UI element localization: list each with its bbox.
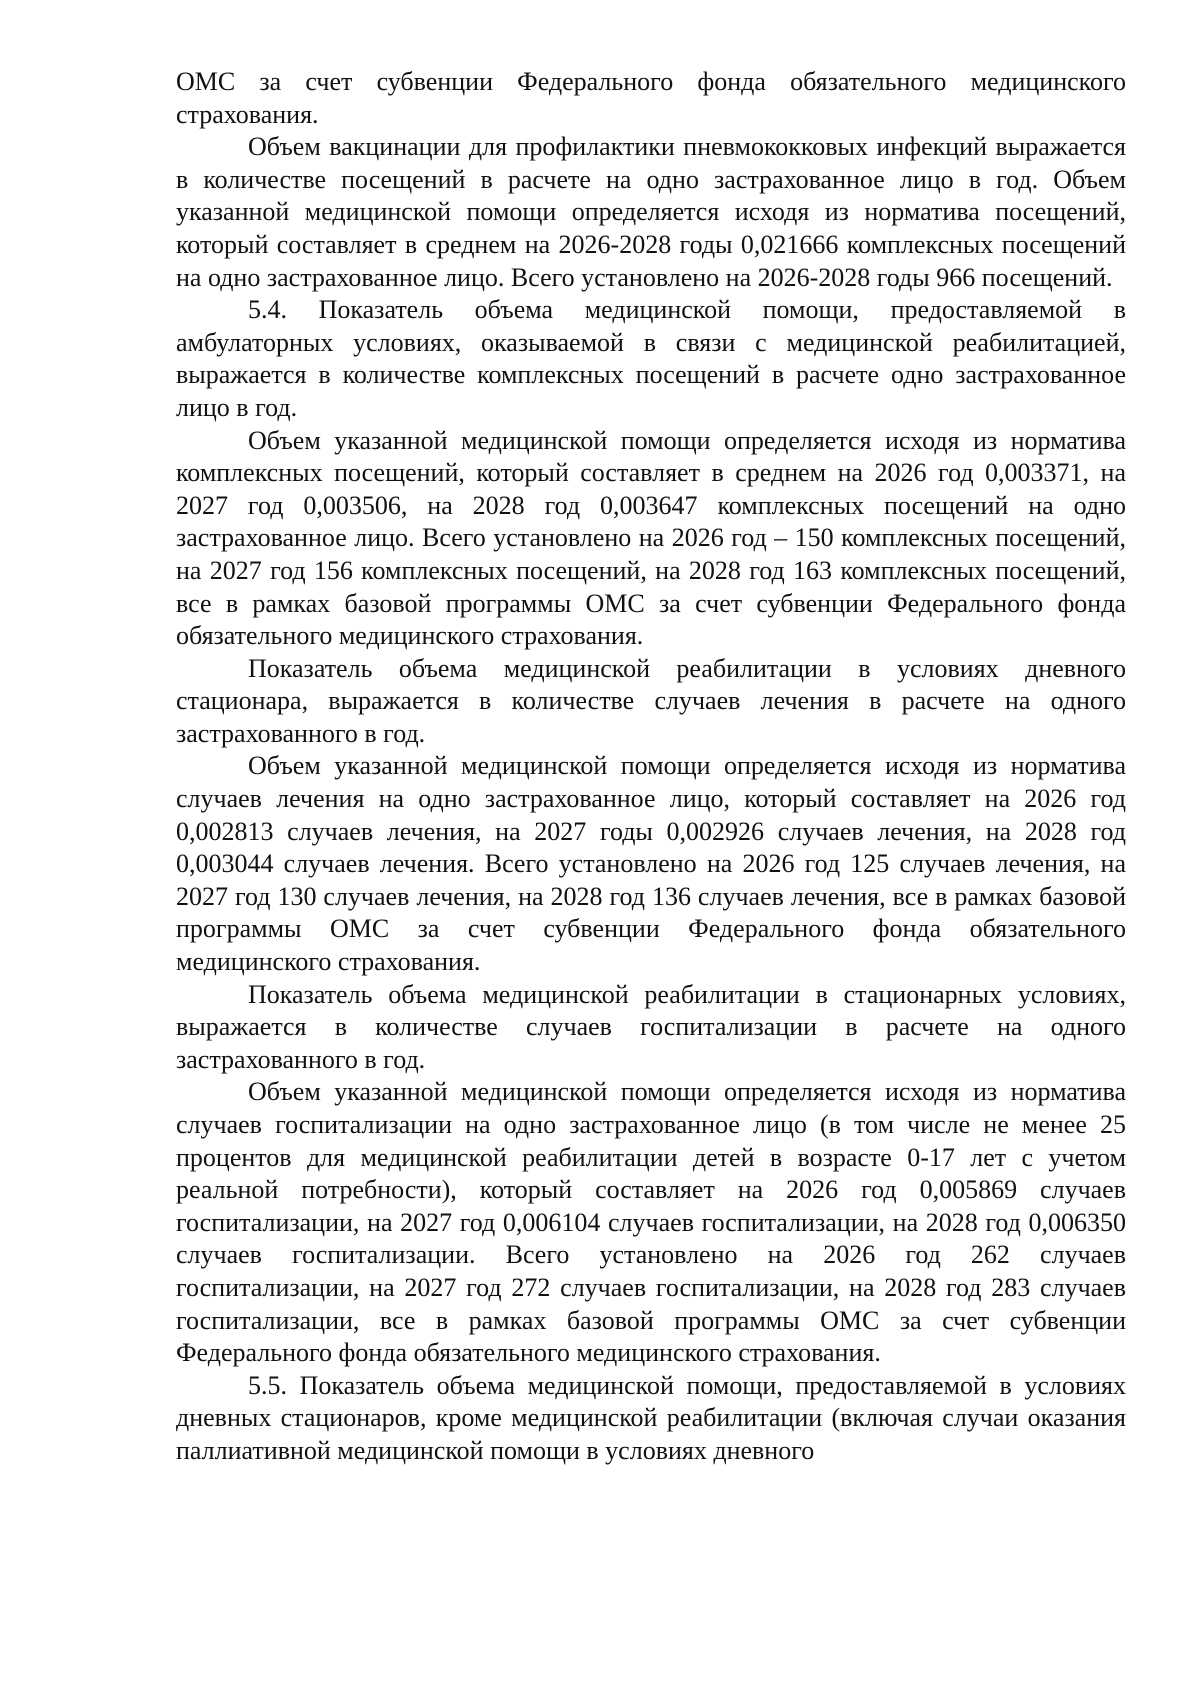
paragraph-pneumococcal-vaccination: Объем вакцинации для профилактики пневмококковых инфекций выражается в количестве посещений в расчете на одно застрахованное лицо в год. Объем указанной медицинской помощи определяется исходя из норматива посещений, который составляет в среднем на 2026-2028 годы 0,021666 комплексных посещений на одно застрахованное лицо. Всего установлено на 2026-2028 годы 966 посещений. xyxy=(176,132,1126,292)
paragraph-section-5-4: 5.4. Показатель объема медицинской помощи, предоставляемой в амбулаторных условиях, оказываемой в связи с медицинской реабилитацией, выражается в количестве комплексных посещений в расчете одно застрахованное лицо в год. xyxy=(176,295,1126,422)
paragraph-section-5-5: 5.5. Показатель объема медицинской помощи, предоставляемой в условиях дневных стационаров, кроме медицинской реабилитации (включая случаи оказания паллиативной медицинской помощи в условиях дневного xyxy=(176,1370,1126,1465)
paragraph-inpatient-rehab: Показатель объема медицинской реабилитации в стационарных условиях, выражается в количестве случаев госпитализации в расчете на одного застрахованного в год. xyxy=(176,979,1126,1074)
paragraph-inpatient-rehab-volume: Объем указанной медицинской помощи определяется исходя из норматива случаев госпитализации на одно застрахованное лицо (в том числе не менее 25 процентов для медицинской реабилитации детей в возрасте 0-17 лет с учетом реальной потребности), который составляет на 2026 год 0,005869 случаев госпитализации, на 2027 год 0,006104 случаев госпитализации, на 2028 год 0,006350 случаев госпитализации. Всего установлено на 2026 год 262 случаев госпитализации, на 2027 год 272 случаев госпитализации, на 2028 год 283 случаев госпитализации, все в рамках базовой программы ОМС за счет субвенции Федерального фонда обязательного медицинского страхования. xyxy=(176,1077,1126,1368)
paragraph-day-hospital-rehab-volume: Объем указанной медицинской помощи определяется исходя из норматива случаев лечения на одно застрахованное лицо, который составляет на 2026 год 0,002813 случаев лечения, на 2027 годы 0,002926 случаев лечения, на 2028 год 0,003044 случаев лечения. Всего установлено на 2026 год 125 случаев лечения, на 2027 год 130 случаев лечения, на 2028 год 136 случаев лечения, все в рамках базовой программы ОМС за счет субвенции Федерального фонда обязательного медицинского страхования. xyxy=(176,751,1126,977)
document-page xyxy=(176,66,1126,1468)
paragraph-continuation: ОМС за счет субвенции Федерального фонда обязательного медицинского страхования. xyxy=(176,67,1126,129)
paragraph-outpatient-rehab-volume: Объем указанной медицинской помощи определяется исходя из норматива комплексных посещений, который составляет в среднем на 2026 год 0,003371, на 2027 год 0,003506, на 2028 год 0,003647 комплексных посещений на одно застрахованное лицо. Всего установлено на 2026 год – 150 комплексных посещений, на 2027 год 156 комплексных посещений, на 2028 год 163 комплексных посещений, все в рамках базовой программы ОМС за счет субвенции Федерального фонда обязательного медицинского страхования. xyxy=(176,425,1126,651)
paragraph-day-hospital-rehab: Показатель объема медицинской реабилитации в условиях дневного стационара, выражается в количестве случаев лечения в расчете на одного застрахованного в год. xyxy=(176,653,1126,748)
